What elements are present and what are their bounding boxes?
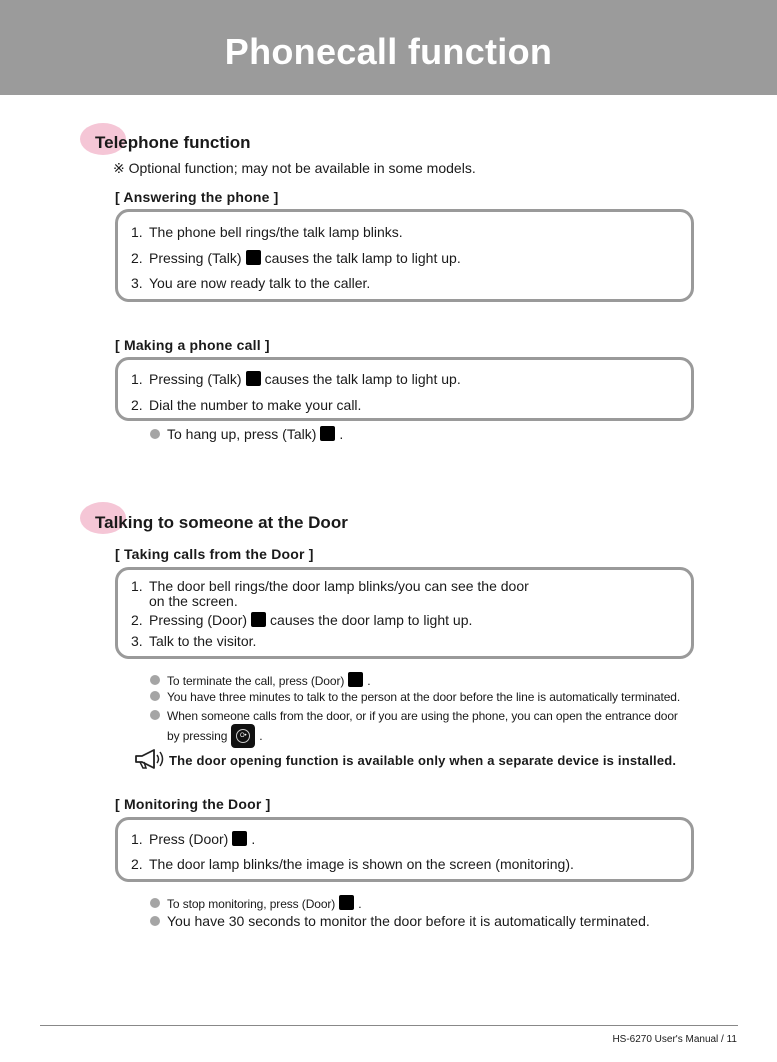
- talk-button-icon: [246, 250, 261, 265]
- bullet-dot-icon: [150, 898, 160, 908]
- door-button-icon: [251, 612, 266, 627]
- step-row: 2. Pressing (Door) causes the door lamp to light up.: [131, 612, 473, 628]
- door-button-icon: [348, 672, 363, 687]
- bullet-dot-icon: [150, 916, 160, 926]
- step-row: 3. Talk to the visitor.: [131, 633, 257, 649]
- step-row: 1. The phone bell rings/the talk lamp blinks.: [131, 224, 403, 240]
- door-button-icon: [339, 895, 354, 910]
- bullet-item: To terminate the call, press (Door) .: [150, 672, 370, 688]
- door-button-icon: [232, 831, 247, 846]
- bullet-dot-icon: [150, 710, 160, 720]
- header-banner: [0, 0, 777, 95]
- section-heading-telephone: Telephone function: [95, 133, 251, 152]
- reference-mark-icon: ※: [113, 160, 125, 176]
- page-title: Phonecall function: [224, 31, 553, 72]
- step-row: 2. Pressing (Talk) causes the talk lamp to light up.: [131, 250, 461, 266]
- bullet-dot-icon: [150, 675, 160, 685]
- bullet-dot-icon: [150, 429, 160, 439]
- subsection-title: [ Making a phone call ]: [115, 337, 270, 353]
- step-row-continued: on the screen.: [149, 593, 238, 609]
- page-footer: HS-6270 User's Manual / 11: [612, 1034, 737, 1045]
- bullet-item: When someone calls from the door, or if you are using the phone, you can open the entrance door: [150, 709, 678, 723]
- talk-button-icon: [246, 371, 261, 386]
- section-heading-door: Talking to someone at the Door: [95, 513, 348, 532]
- bullet-item: You have three minutes to talk to the person at the door before the line is automatically terminated.: [150, 690, 680, 704]
- step-row: 2. The door lamp blinks/the image is shown on the screen (monitoring).: [131, 856, 574, 872]
- megaphone-icon: [134, 747, 166, 771]
- step-row: 3. You are now ready talk to the caller.: [131, 275, 371, 291]
- steps-box-monitoring: [115, 817, 694, 882]
- bullet-item: To stop monitoring, press (Door) .: [150, 895, 361, 911]
- bullet-item: You have 30 seconds to monitor the door before it is automatically terminated.: [150, 913, 650, 929]
- subsection-title: [ Monitoring the Door ]: [115, 796, 271, 812]
- step-row: 1. Pressing (Talk) causes the talk lamp to light up.: [131, 371, 461, 387]
- subsection-title: [ Answering the phone ]: [115, 189, 279, 205]
- warning-note: The door opening function is available only when a separate device is installed.: [134, 747, 676, 771]
- bullet-dot-icon: [150, 691, 160, 701]
- talk-button-icon: [320, 426, 335, 441]
- optional-note: ※ Optional function; may not be available in some models.: [113, 160, 476, 176]
- bullet-item: To hang up, press (Talk) .: [150, 426, 343, 442]
- subsection-title: [ Taking calls from the Door ]: [115, 546, 314, 562]
- step-row: 1. Press (Door) .: [131, 831, 256, 847]
- bullet-item-continued: by pressing O• .: [167, 724, 263, 748]
- step-row: 1. The door bell rings/the door lamp blinks/you can see the door: [131, 578, 529, 594]
- footer-divider: [40, 1025, 738, 1026]
- step-row: 2. Dial the number to make your call.: [131, 397, 362, 413]
- door-open-button-icon: O•: [231, 724, 255, 748]
